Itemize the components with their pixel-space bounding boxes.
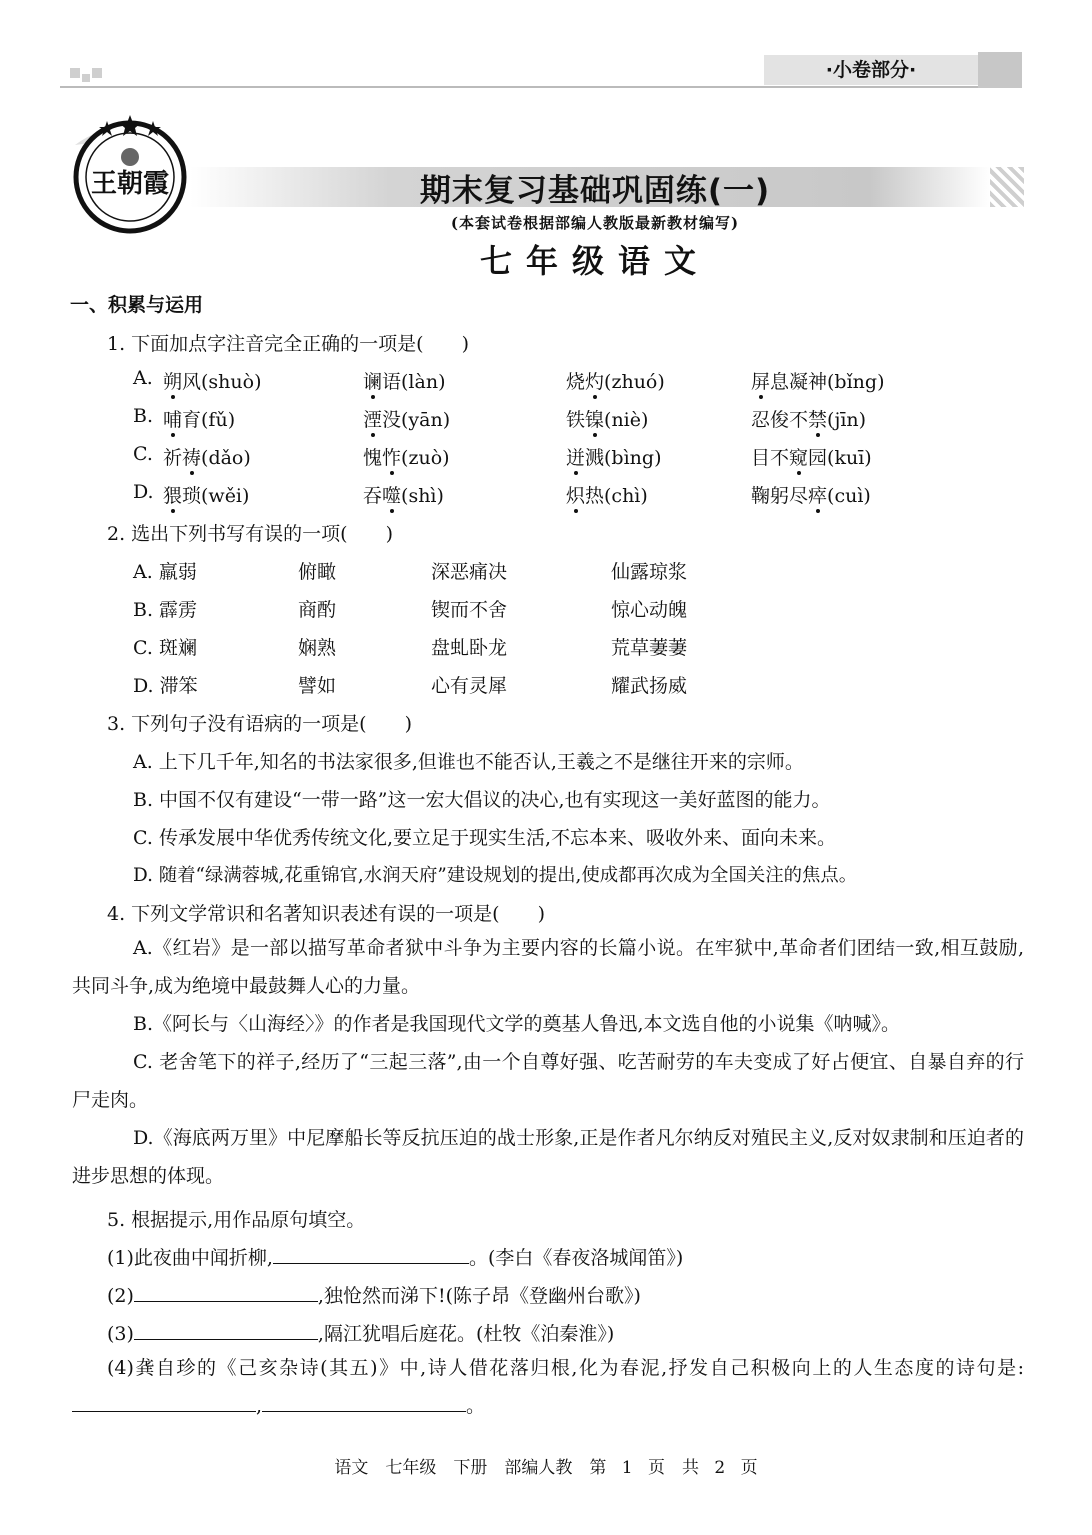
question-2-stem: 2. 选出下列书写有误的一项( ) <box>107 523 393 545</box>
q2-b-item-3: 锲而不舍 <box>431 599 508 621</box>
title-checker-decor <box>990 167 1024 207</box>
question-5-stem: 5. 根据提示,用作品原句填空。 <box>107 1209 366 1231</box>
exam-title: 期末复习基础巩固练(一) <box>419 173 771 209</box>
q1-option-b[interactable]: B. <box>133 405 154 427</box>
decor-square <box>92 68 102 78</box>
q4-option-d[interactable]: D.《海底两万里》中尼摩船长等反抗压迫的战士形象,正是作者凡尔纳反对殖民主义,反对奴隶制和压迫者的进步思想的体现。 <box>72 1127 1024 1187</box>
q3-option-a[interactable]: A. 上下几千年,知名的书法家很多,但谁也不能否认,王羲之不是继往开来的宗师。 <box>133 751 804 773</box>
q1-c-item-4: 目不窥园(kuī) <box>751 447 872 469</box>
q1-a-item-3: 烧灼(zhuó) <box>566 371 665 393</box>
header-tab: ·小卷部分· <box>764 55 978 85</box>
q4-option-c[interactable]: C. 老舍笔下的祥子,经历了“三起三落”,由一个自尊好强、吃苦耐劳的车夫变成了好占便宜、自暴自弃的行尸走肉。 <box>72 1051 1024 1111</box>
header-rule <box>60 86 1022 88</box>
q5-blank-1[interactable] <box>273 1245 469 1264</box>
q1-d-item-4: 鞠躬尽瘁(cuì) <box>751 485 871 507</box>
q1-b-item-1: 哺育(fǔ) <box>163 409 236 431</box>
q2-a-item-3: 深恶痛决 <box>431 561 508 583</box>
q2-b-item-2: 商酌 <box>298 599 337 621</box>
brand-logo <box>55 105 205 245</box>
q1-a-item-2: 谰语(làn) <box>363 371 446 393</box>
q1-a-item-4: 屏息凝神(bǐng) <box>751 371 885 393</box>
q2-option-c[interactable]: C. 斑斓 <box>133 637 197 659</box>
q5-blank-2[interactable] <box>134 1283 318 1302</box>
q2-option-b[interactable]: B. 霹雳 <box>133 599 198 621</box>
q4-option-a[interactable]: A.《红岩》是一部以描写革命者狱中斗争为主要内容的长篇小说。在牢狱中,革命者们团结一致,相互鼓励,共同斗争,成为绝境中最鼓舞人心的力量。 <box>72 937 1024 997</box>
q5-item-3: (3) ,隔江犹唱后庭花。(杜牧《泊秦淮》) <box>107 1323 615 1345</box>
q3-option-b[interactable]: B. 中国不仅有建设“一带一路”这一宏大倡议的决心,也有实现这一美好蓝图的能力。 <box>133 789 831 811</box>
q1-c-item-3: 迸溅(bìng) <box>566 447 662 469</box>
q2-d-item-3: 心有灵犀 <box>431 675 508 697</box>
q5-item-4: (4)龚自珍的《己亥杂诗(其五)》中,诗人借花落归根,化为春泥,抒发自己积极向上的人生态度的诗句是:, 。 <box>72 1349 1024 1425</box>
q5-blank-4b[interactable] <box>262 1393 466 1412</box>
q3-option-c[interactable]: C. 传承发展中华优秀传统文化,要立足于现实生活,不忘本来、吸收外来、面向未来。 <box>133 827 837 849</box>
q2-c-item-4: 荒草萋萋 <box>611 637 688 659</box>
q2-a-item-4: 仙露琼浆 <box>611 561 688 583</box>
q5-item-1: (1)此夜曲中闻折柳, 。(李白《春夜洛城闻笛》) <box>107 1247 684 1269</box>
q1-b-item-2: 湮没(yān) <box>363 409 451 431</box>
q1-c-item-1: 祈祷(dǎo) <box>163 447 251 469</box>
q2-c-item-3: 盘虬卧龙 <box>431 637 508 659</box>
exam-subtitle: (本套试卷根据部编人教版最新教材编写) <box>450 214 740 232</box>
q1-b-item-4: 忍俊不禁(jīn) <box>751 409 867 431</box>
q2-c-item-2: 娴熟 <box>298 637 337 659</box>
q1-d-item-2: 吞噬(shì) <box>363 485 444 507</box>
q5-blank-3[interactable] <box>134 1321 318 1340</box>
q2-a-item-2: 俯瞰 <box>298 561 337 583</box>
logo-brand-text: 王朝霞 <box>90 169 169 199</box>
q1-option-d[interactable]: D. <box>133 481 154 503</box>
q5-blank-4a[interactable] <box>72 1393 256 1412</box>
q1-d-item-3: 炽热(chì) <box>566 485 648 507</box>
q1-a-item-1: 朔风(shuò) <box>163 371 262 393</box>
q2-b-item-4: 惊心动魄 <box>611 599 688 621</box>
q1-d-item-1: 猥琐(wěi) <box>163 485 250 507</box>
q3-option-d[interactable]: D. 随着“绿满蓉城,花重锦官,水润天府”建设规划的提出,使成都再次成为全国关注的焦点。 <box>133 865 858 886</box>
q1-c-item-2: 愧怍(zuò) <box>363 447 450 469</box>
decor-square <box>70 68 80 78</box>
question-4-stem: 4. 下列文学常识和名著知识表述有误的一项是( ) <box>107 903 545 925</box>
q2-option-d[interactable]: D. 滞笨 <box>133 675 198 697</box>
q1-option-c[interactable]: C. <box>133 443 153 465</box>
question-3-stem: 3. 下列句子没有语病的一项是( ) <box>107 713 412 735</box>
q4-option-b[interactable]: B.《阿长与〈山海经〉》的作者是我国现代文学的奠基人鲁迅,本文选自他的小说集《呐喊》。 <box>133 1013 901 1035</box>
question-1-stem: 1. 下面加点字注音完全正确的一项是( ) <box>107 333 469 355</box>
q2-option-a[interactable]: A. 羸弱 <box>133 561 197 583</box>
q1-b-item-3: 铁镍(niè) <box>566 409 649 431</box>
decor-square <box>82 74 90 82</box>
q5-item-2: (2) ,独怆然而涕下!(陈子昂《登幽州台歌》) <box>107 1285 641 1307</box>
q2-d-item-2: 譬如 <box>298 675 337 697</box>
page-footer: 语文 七年级 下册 部编人教 第 1 页 共 2 页 <box>334 1458 758 1478</box>
q1-option-a[interactable]: A. <box>133 367 153 389</box>
exam-grade-subject: 七年级语文 <box>479 242 710 280</box>
q2-d-item-4: 耀武扬威 <box>611 675 688 697</box>
header-tab-accent <box>978 52 1022 88</box>
section-heading: 一、积累与运用 <box>70 294 204 316</box>
